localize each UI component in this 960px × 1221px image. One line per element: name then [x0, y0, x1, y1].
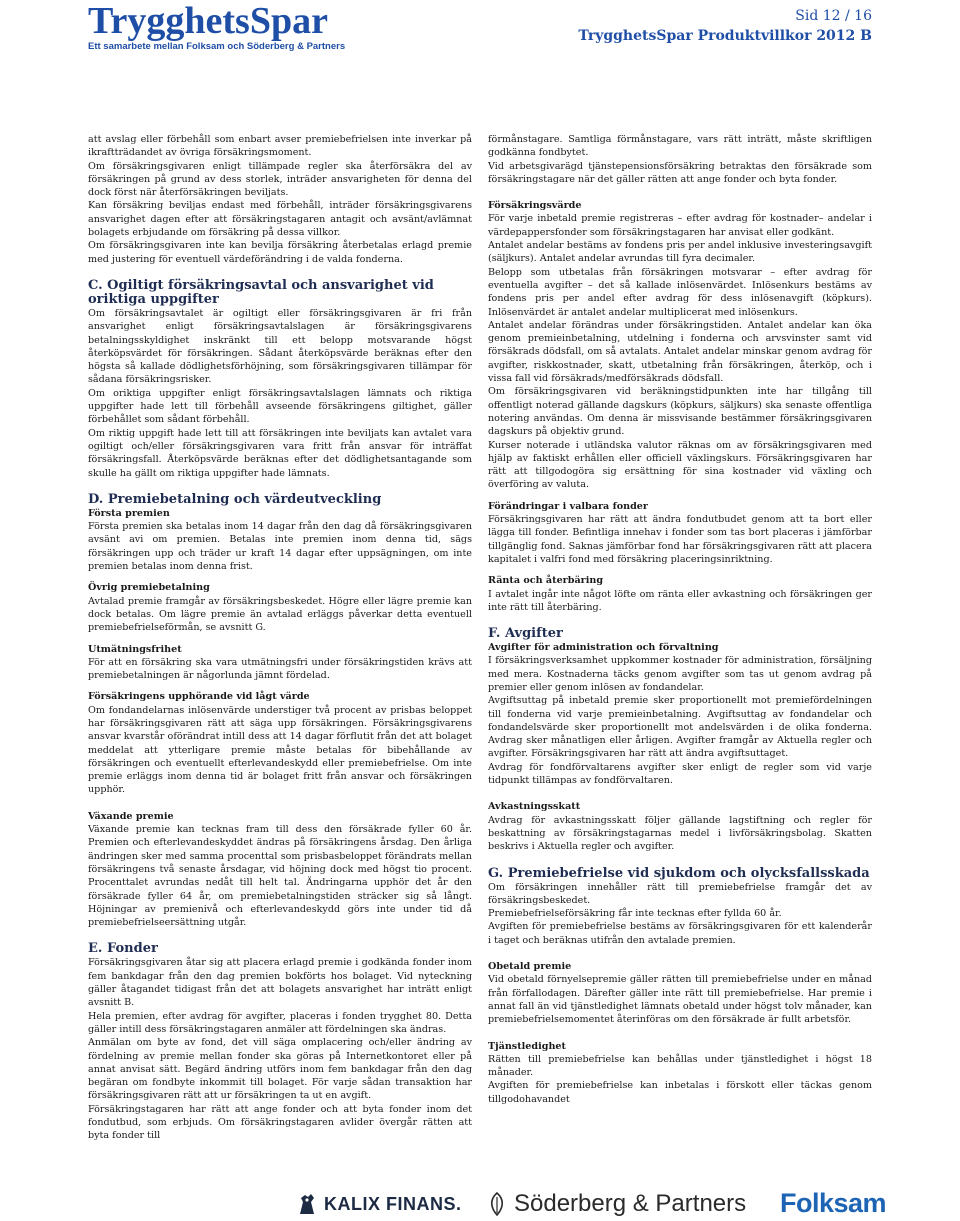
kalix-wordmark: KALIX FINANS.: [324, 1193, 462, 1214]
paragraph: Om försäkringsgivaren enligt tillämpade regler ska återförsäkra del av försäkringen på grund av dess storlek, inträder ansvarigheten för denna del dock först när återförsäkringen beviljats.: [88, 160, 472, 199]
left-column: [88, 133, 472, 1143]
trygghetsspar-logo: [88, 2, 398, 50]
subheading: Utmätningsfrihet: [88, 643, 182, 655]
paragraph: Premiebefrielseförsäkring får inte tecknas efter fyllda 60 år.: [488, 908, 782, 920]
paragraph: Avdrag för avkastningsskatt följer gällande lagstiftning och regler för beskattning av försäkringstagarnas medel i livförsäkringsbolag. Skatten beskrivs i Aktuella regler och avgifter.: [488, 814, 872, 853]
page-number: Sid 12 / 16: [795, 8, 872, 24]
kalix-finans-logo: [296, 1192, 462, 1216]
paragraph: Om försäkringsgivaren vid beräkningstidpunkten inte har tillgång till offentligt noterad gällande dagskurs (köpkurs, säljkurs) ska senaste offentliga notering användas. Om denna är missvisande bestämmer försäkringsgivaren dagskurs på objektiv grund.: [488, 386, 872, 438]
paragraph: Avgiften för premiebefrielse bestäms av försäkringsgivaren för ett kalenderår i taget och beräknas utifrån den avtalade premien.: [488, 921, 872, 946]
subheading: Obetald premie: [488, 961, 572, 973]
paragraph: Om oriktiga uppgifter enligt försäkringsavtalslagen lämnats och riktiga uppgifter hade lett till förbehåll avseende försäkringens giltighet, gäller förbehållet som sådant förbehåll.: [88, 387, 472, 426]
paragraph: Om fondandelarnas inlösenvärde understiger två procent av prisbas beloppet har försäkringsgivaren rätt att säga upp försäkringen. Försäkringsgivarens ansvar kvarstår oförändrat intill dess att 14 dagar förflutit från det att bolaget meddelat att ytterligare premie måste betalas för bibehållande av försäkringen och eventuellt efterlevandeskydd eller premiebefrielse. Om inte premie erläggs inom denna tid är bolaget fritt från ansvar och försäkringen upphör.: [88, 704, 472, 796]
paragraph: Första premien ska betalas inom 14 dagar från den dag då försäkringsgivaren avsänt avi om premien. Betalas inte premien inom denna tid, sägs försäkringen upp och träder ur kraft 14 dagar efter uppsägningen, om inte premien betalas inom denna frist.: [88, 521, 472, 573]
paragraph: förmånstagare. Samtliga förmånstagare, vars rätt inträtt, måste skriftligen godkänna fondbytet.: [488, 134, 872, 159]
right-column: [488, 133, 872, 1106]
paragraph: Kan försäkring beviljas endast med förbehåll, inträder försäkringsgivarens ansvarighet dagen efter att försäkringstagaren antagit och avsänt/avlämnat bolagets erbjudande om försäkring på dessa villkor.: [88, 200, 472, 239]
soderberg-leaf-icon: [486, 1191, 508, 1217]
paragraph: För att en försäkring ska vara utmätningsfri under försäkringstiden krävs att premiebetalningen är någorlunda jämnt fördelad.: [88, 656, 472, 682]
subheading: Övrig premiebetalning: [88, 582, 210, 594]
section-heading-d: D. Premiebetalning och värdeutveckling: [88, 491, 382, 507]
paragraph: Belopp som utbetalas från försäkringen motsvarar – efter avdrag för eventuella avgifter – det så kallade inlösenvärdet. Inlösenkurs bestäms av fondens pris per andel efter avdrag för dess inlösenavgift (köpkurs). Inlösenvärdet är antalet andelar multiplicerat med inlösenkurs.: [488, 266, 872, 318]
paragraph: Avtalad premie framgår av försäkringsbeskedet. Högre eller lägre premie kan dock betalas. Om lägre premie än avtalad erläggs påverkar detta eventuell premiebefrielseförmån, se avsnitt G.: [88, 595, 472, 634]
paragraph: I försäkringsverksamhet uppkommer kostnader för administration, försäljning med mera. Kostnaderna täcks genom avgifter som tas ut genom avdrag på premier eller genom inlösen av fondandelar.: [488, 655, 872, 693]
paragraph: Kurser noterade i utländska valutor räknas om av försäkringsgivaren med hjälp av faktiskt erhållen eller officiell växlingskurs. Försäkringsgivaren har rätt att tillgodogöra sig ersättning för sina kostnader vid växling och överföring av valuta.: [488, 439, 872, 491]
subheading: Ränta och återbäring: [488, 575, 604, 587]
soderberg-wordmark: Söderberg & Partners: [514, 1190, 747, 1217]
paragraph: Vid arbetsgivarägd tjänstepensionsförsäkring betraktas den försäkrade som försäkringstagare när det gäller rätten att ange fonder och byta fonder.: [488, 160, 872, 185]
paragraph: Om försäkringen innehåller rätt till premiebefrielse framgår det av försäkringsbeskedet.: [488, 881, 872, 906]
soderberg-partners-logo: [486, 1190, 746, 1218]
footer-logos: [0, 1180, 960, 1220]
subheading: Tjänstledighet: [488, 1040, 566, 1052]
section-heading-g: G. Premiebefrielse vid sjukdom och olycksfallsskada: [488, 865, 870, 881]
subheading: Första premien: [88, 507, 170, 519]
section-heading-f: F. Avgifter: [488, 626, 563, 642]
paragraph: Avgiftsuttag på inbetald premie sker proportionellt mot premiefördelningen till fonderna vid varje premieinbetalning. Avgiftsuttag av fondandelar och fondandelsvärde sker proportionellt mot andelsvärden i de olika fonderna. Avdrag sker månatligen eller årligen. Avgifter framgår av Aktuella regler och avgifter. Försäkringsgivaren har rätt att ändra avgiftsuttaget.: [488, 695, 872, 760]
paragraph: Försäkringsgivaren har rätt att ändra fondutbudet genom att ta bort eller lägga till fonder. Befintliga innehav i fonder som tas bort placeras i jämförbar tillgänglig fond. Saknas jämförbar fond har försäkringsgivaren rätt att placera kapitalet i valfri fond med försäkring placeringsinriktning.: [488, 514, 872, 565]
logo-subtitle: Ett samarbete mellan Folksam och Söderberg & Partners: [88, 41, 346, 52]
paragraph: Om försäkringsgivaren inte kan bevilja försäkring återbetalas erlagd premie med justering för eventuell värdeförändring i de valda fonderna.: [88, 240, 472, 265]
paragraph: I avtalet ingår inte något löfte om ränta eller avkastning och försäkringen ger inte rätt till återbäring.: [488, 588, 872, 613]
paragraph: Anmälan om byte av fond, det vill säga omplacering och/eller ändring av fördelning av premie mellan fonder ska göras på Internetkontoret eller på annat anvisat sätt. Begärd ändring utförs inom fem bankdagar från den dag begäran om fondbyte inkommit till bolaget. För varje sådan transaktion har försäkringsgivaren rätt att ur försäkringen ta ut en avgift.: [88, 1037, 472, 1102]
paragraph: Avgiften för premiebefrielse kan inbetalas i förskott eller täckas genom tillgodohavandet: [488, 1080, 872, 1105]
paragraph: Hela premien, efter avdrag för avgifter, placeras i fonden trygghet 80. Detta gäller intill dess försäkringstagaren anmäler att fördelningen ska ändras.: [88, 1010, 472, 1035]
paragraph: Avdrag för fondförvaltarens avgifter sker enligt de regler som vid varje tidpunkt tillämpas av fondförvaltaren.: [488, 761, 872, 787]
section-heading-c: C. Ogiltigt försäkringsavtal och ansvarighet vid oriktiga uppgifter: [88, 277, 434, 307]
paragraph: Försäkringsgivaren åtar sig att placera erlagd premie i godkända fonder inom fem bankdagar från den dag premien bokförts hos bolaget. Vid nyteckning gäller åtagandet tidigast från det att bolagets ansvarighet har inträtt enligt avsnitt B.: [88, 957, 472, 1009]
subheading: Växande premie: [88, 810, 174, 822]
paragraph: Vid obetald förnyelsepremie gäller rätten till premiebefrielse under en månad från förfallodagen. Därefter gäller inte rätt till premiebefrielse. Har premie i annat fall än vid tjänstledighet lämnats obetald under högst tolv månader, kan premiebefrielsemomentet återinföras om den försäkrade är fullt arbetsför.: [488, 974, 872, 1026]
section-heading-e: E. Fonder: [88, 941, 158, 957]
subheading: Försäkringens upphörande vid lågt värde: [88, 691, 310, 703]
document-title: TrygghetsSpar Produktvillkor 2012 B: [578, 28, 872, 44]
paragraph: Antalet andelar förändras under försäkringstiden. Antalet andelar kan öka genom premieinbetalning, utdelning i fonderna och arvsvinster samt vid försäkrads dödsfall, om så avtalats. Antalet andelar minskar genom avdrag för avgifter, riskkostnader, skatt, utbetalning från försäkringen, återköp, och i vissa fall vid försäkrads/medförsäkrads dödsfall.: [488, 319, 872, 385]
paragraph: Försäkringstagaren har rätt att ange fonder och att byta fonder inom det fondutbud, som erbjuds. Om försäkringstagaren avlider övergår rätten att byta fonder till: [88, 1103, 472, 1142]
subheading: Försäkringsvärde: [488, 200, 582, 212]
logo-wordmark: TrygghetsSpar: [88, 0, 328, 42]
paragraph: Rätten till premiebefrielse kan behållas under tjänstledighet i högst 18 månader.: [488, 1053, 872, 1079]
subheading: Avgifter för administration och förvaltning: [488, 642, 719, 654]
subheading: Avkastningsskatt: [488, 801, 581, 813]
kalix-crest-icon: [296, 1192, 318, 1216]
paragraph: För varje inbetald premie registreras – efter avdrag för kostnader– andelar i värdepappersfonder som försäkringstagaren har anvisat eller godkänt.: [488, 213, 872, 238]
subheading: Förändringar i valbara fonder: [488, 500, 648, 512]
paragraph: att avslag eller förbehåll som enbart avser premiebefrielsen inte inverkar på ikraftträdandet av övriga försäkringsmoment.: [88, 134, 472, 159]
paragraph: Om försäkringsavtalet är ogiltigt eller försäkringsgivaren är fri från ansvarighet enligt försäkringsavtalslagen är försäkringsgivarens betalningsskyldighet inskränkt till ett belopp motsvarande högst återköpsvärdet för försäkringen. Sådant återköpsvärde beräknas efter den högsta så kallade dödlighetsförhöjning, som försäkringsgivaren tillämpar för sådana försäkringsrisker.: [88, 307, 472, 386]
folksam-logo: Folksam: [780, 1188, 887, 1218]
paragraph: Växande premie kan tecknas fram till dess den försäkrade fyller 60 år. Premien och efterlevandeskyddet ändras på försäkringens årsdag. Den årliga ändringen sker med samma procenttal som prisbasbeloppet förändrats mellan försäkringens två senaste årsdagar, vid höjning dock med högst tio procent. Procenttalet avrundas nedåt till helt tal. Ändringarna upphör det år den försäkrade fyller 64 år, om premiebetalningstiden sträcker sig så långt. Höjningar av premienivå och efterlevandeskydd görs inte under tid då premiebefrielseersättning utgår.: [88, 824, 472, 929]
paragraph: Antalet andelar bestäms av fondens pris per andel inklusive investeringsavgift (säljkurs). Antalet andelar avrundas till fyra decimaler.: [488, 240, 872, 265]
paragraph: Om riktig uppgift hade lett till att försäkringen inte beviljats kan avtalet vara ogiltigt och/eller försäkringsgivaren vara fritt från ansvar för inträffat försäkringsfall. Återköpsvärde beräknas efter det dödlighetsantagande som skulle ha gällt om riktiga uppgifter hade lämnats.: [88, 427, 472, 479]
